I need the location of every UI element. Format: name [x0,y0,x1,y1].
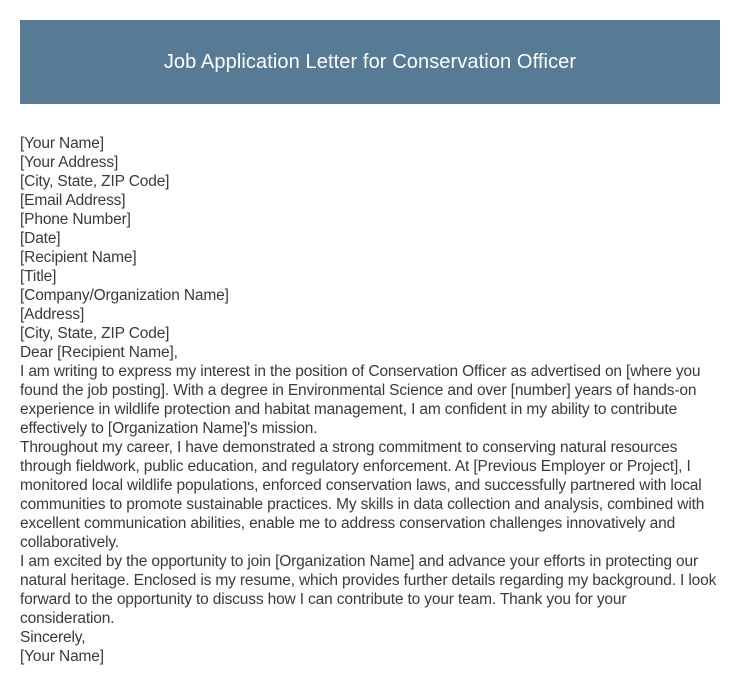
salutation: Dear [Recipient Name], [20,344,178,361]
page-title: Job Application Letter for Conservation Officer [163,50,577,73]
sender-city-state-zip: [City, State, ZIP Code] [20,173,170,190]
letter-body [20,134,720,666]
sender-address: [Your Address] [20,154,119,171]
recipient-organization: [Company/Organization Name] [20,287,229,304]
recipient-city-state-zip: [City, State, ZIP Code] [20,325,170,342]
body-paragraph-experience: Throughout my career, I have demonstrated a strong commitment to conserving natural resources through fieldwork, public education, and regulatory enforcement. At [Previous Employer or Project], I monitored local wildlife populations, enforced conservation laws, and successfully partnered with local communities to promote sustainable practices. My skills in data collection and analysis, combined with excellent communication abilities, enable me to address conservation challenges innovatively and collaboratively. [20,439,705,551]
recipient-block [20,248,720,343]
body-paragraph-closing: I am excited by the opportunity to join [Organization Name] and advance your efforts in protecting our natural heritage. Enclosed is my resume, which provides further details regarding my background. I look forward to the opportunity to discuss how I can contribute to your team. Thank you for your consideration. [20,553,717,627]
sender-email: [Email Address] [20,192,126,209]
body-paragraph-intro: I am writing to express my interest in the position of Conservation Officer as advertised on [where you found the job posting]. With a degree in Environmental Science and over [number] years of hands-on experience in wildlife protection and habitat management, I am confident in my ability to contribute effectively to [Organization Name]'s mission. [20,363,701,437]
letter-header-banner [20,20,720,104]
closing: Sincerely, [20,629,86,646]
sender-phone: [Phone Number] [20,211,131,228]
recipient-name: [Recipient Name] [20,249,137,266]
sender-block [20,134,720,229]
recipient-title: [Title] [20,268,57,285]
recipient-address: [Address] [20,306,85,323]
signature: [Your Name] [20,648,104,665]
sender-name: [Your Name] [20,135,104,152]
letter-date: [Date] [20,230,61,247]
